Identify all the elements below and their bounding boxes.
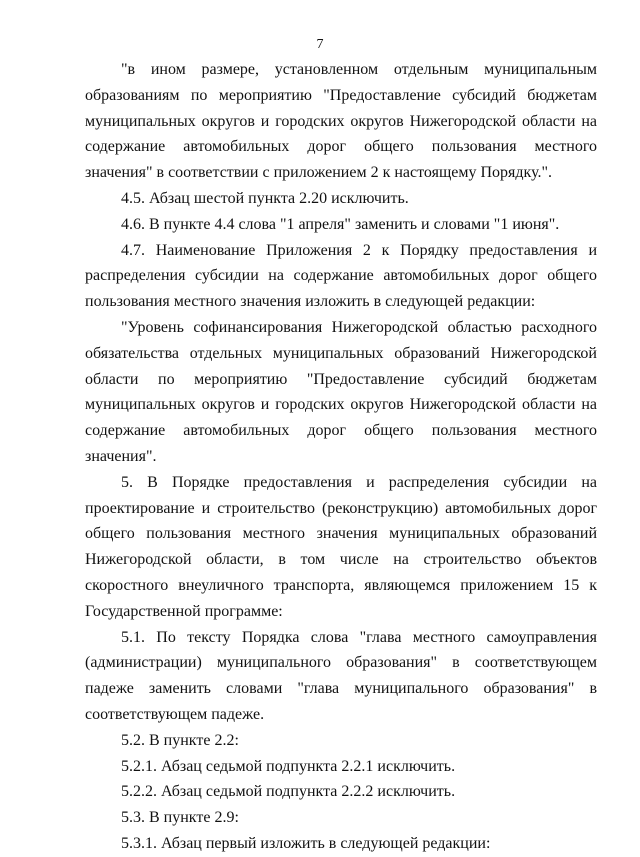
- paragraph-5-2: 5.2. В пункте 2.2:: [121, 731, 239, 749]
- paragraph-quoted-title: "Уровень софинансирования Нижегородской областью расходного обязательства отдельных муниципальных образований Нижегородской области по мероприятию "Предоставление субсидий бюджетам муниципальных округов и городских округов Нижегородской области на содержание автомобильных дорог общего пользования местного значения".: [85, 318, 597, 465]
- document-body: [85, 57, 597, 857]
- paragraph-amendment-text: "в ином размере, установленном отдельным муниципальным образованиям по мероприятию "Предоставление субсидий бюджетам муниципальных округов и городских округов Нижегородской области на содержание автомобильных дорог общего пользования местного значения" в соответствии с приложением 2 к настоящему Порядку.".: [85, 61, 597, 182]
- paragraph-5-1: 5.1. По тексту Порядка слова "глава местного самоуправления (администрации) муниципального образования" в соответствующем падеже заменить словами "глава муниципального образования" в соответствующем падеже.: [85, 628, 597, 723]
- page-number: 7: [316, 37, 324, 52]
- paragraph-5-3-1: 5.3.1. Абзац первый изложить в следующей редакции:: [121, 834, 491, 852]
- paragraph-5: 5. В Порядке предоставления и распределения субсидии на проектирование и строительство (реконструкцию) автомобильных дорог общего пользования местного значения муниципальных образований Нижегородской области, в том числе на строительство объектов скоростного внеуличного транспорта, являющемся приложением 15 к Государственной программе:: [85, 473, 597, 620]
- paragraph-4-6: 4.6. В пункте 4.4 слова "1 апреля" заменить и словами "1 июня".: [121, 215, 560, 233]
- paragraph-5-2-2: 5.2.2. Абзац седьмой подпункта 2.2.2 исключить.: [121, 783, 456, 801]
- paragraph-4-5: 4.5. Абзац шестой пункта 2.20 исключить.: [121, 189, 409, 207]
- paragraph-4-7: 4.7. Наименование Приложения 2 к Порядку предоставления и распределения субсидии на содержание автомобильных дорог общего пользования местного значения изложить в следующей редакции:: [85, 241, 597, 311]
- paragraph-5-2-1: 5.2.1. Абзац седьмой подпункта 2.2.1 исключить.: [121, 757, 456, 775]
- paragraph-5-3: 5.3. В пункте 2.9:: [121, 809, 239, 827]
